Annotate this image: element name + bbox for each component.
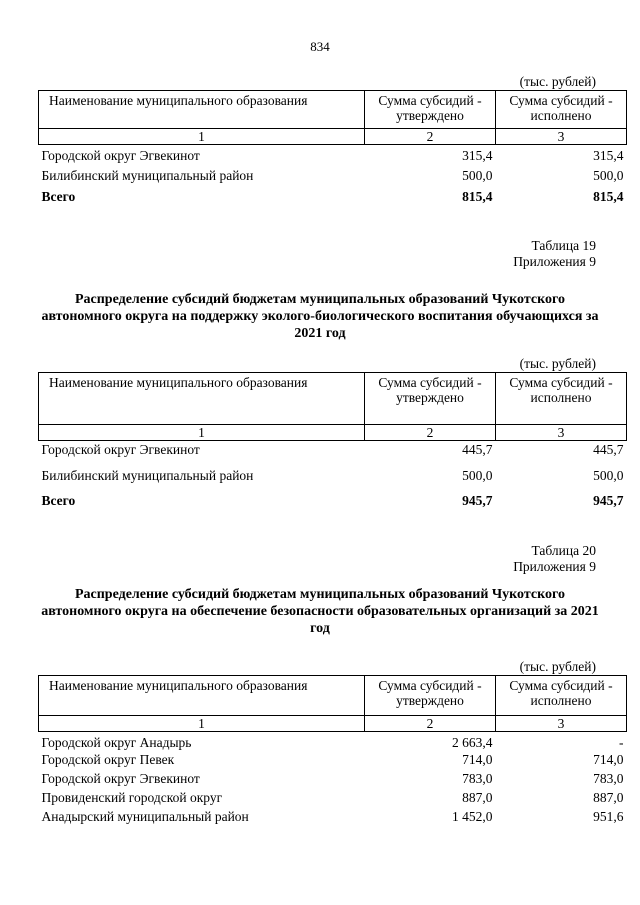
row-name: Провиденский городской округ (41, 789, 223, 805)
subsidy-table-a (38, 90, 627, 208)
total-approved: 945,7 (462, 492, 493, 508)
row-approved: 2 663,4 (452, 735, 493, 750)
row-executed: 887,0 (593, 789, 624, 805)
header-col-1: 1 (39, 716, 365, 732)
table-20-title: Распределение субсидий бюджетам муниципальных образований Чукотского автономного округа на обеспечение безопасности образовательных организаций за 2021 год (41, 587, 599, 636)
row-approved: 1 452,0 (452, 808, 493, 824)
table-total-row (39, 491, 627, 516)
row-name: Городской округ Эгвекинот (41, 148, 200, 163)
total-name: Всего (41, 188, 76, 204)
row-name: Городской округ Эгвекинот (41, 442, 200, 457)
table-row (39, 145, 627, 166)
row-approved: 887,0 (462, 789, 493, 805)
row-executed: - (619, 735, 624, 750)
unit-label: (тыс. рублей) (519, 356, 596, 371)
header-col-2: 2 (365, 716, 496, 732)
header-executed: Сумма субсидий - исполнено (496, 676, 627, 716)
row-executed: 783,0 (593, 770, 624, 786)
header-col-3: 3 (496, 425, 627, 441)
row-executed: 951,6 (593, 808, 624, 824)
table-row (39, 441, 627, 466)
table-number: Таблица 19 (531, 238, 596, 253)
table-row (39, 790, 627, 809)
header-col-2: 2 (365, 425, 496, 441)
header-approved: Сумма субсидий - утверждено (365, 91, 496, 129)
header-col-3: 3 (496, 129, 627, 145)
total-executed: 945,7 (593, 492, 624, 508)
table-row (39, 809, 627, 828)
row-approved: 500,0 (462, 467, 493, 483)
subsidy-table-19 (38, 372, 627, 516)
row-approved: 783,0 (462, 770, 493, 786)
table-row (39, 466, 627, 491)
table-row (39, 166, 627, 187)
header-name: Наименование муниципального образования (39, 373, 365, 425)
header-approved: Сумма субсидий - утверждено (365, 373, 496, 425)
header-name: Наименование муниципального образования (39, 676, 365, 716)
subsidy-table-20 (38, 675, 627, 828)
row-executed: 714,0 (593, 751, 624, 767)
header-col-2: 2 (365, 129, 496, 145)
appendix-label: Приложения 9 (513, 254, 596, 269)
row-name: Билибинский муниципальный район (41, 167, 254, 183)
row-executed: 315,4 (593, 148, 624, 163)
table-row (39, 752, 627, 771)
table-20-block (38, 659, 624, 828)
header-executed: Сумма субсидий - исполнено (496, 91, 627, 129)
total-approved: 815,4 (462, 188, 493, 204)
table-19-label (513, 238, 596, 270)
table-number: Таблица 20 (531, 543, 596, 558)
page-number: 834 (310, 39, 330, 54)
row-executed: 500,0 (593, 167, 624, 183)
table-20-label (513, 543, 596, 575)
row-executed: 500,0 (593, 467, 624, 483)
header-col-3: 3 (496, 716, 627, 732)
row-executed: 445,7 (593, 442, 624, 457)
row-name: Анадырский муниципальный район (41, 808, 249, 824)
row-name: Городской округ Эгвекинот (41, 770, 200, 786)
appendix-label: Приложения 9 (513, 559, 596, 574)
row-approved: 315,4 (462, 148, 493, 163)
header-col-1: 1 (39, 425, 365, 441)
unit-label: (тыс. рублей) (519, 74, 596, 89)
table-19-block (38, 356, 624, 516)
row-name: Билибинский муниципальный район (41, 467, 254, 483)
header-approved: Сумма субсидий - утверждено (365, 676, 496, 716)
header-col-1: 1 (39, 129, 365, 145)
row-approved: 445,7 (462, 442, 493, 457)
row-name: Городской округ Анадырь (41, 735, 192, 750)
header-executed: Сумма субсидий - исполнено (496, 373, 627, 425)
total-name: Всего (41, 492, 76, 508)
table-row (39, 732, 627, 752)
unit-label: (тыс. рублей) (519, 659, 596, 674)
header-name: Наименование муниципального образования (39, 91, 365, 129)
row-approved: 714,0 (462, 751, 493, 767)
table-19-title: Распределение субсидий бюджетам муниципальных образований Чукотского автономного округа на поддержку эколого-биологического воспитания обучающихся за 2021 год (41, 292, 599, 341)
row-name: Городской округ Певек (41, 751, 175, 767)
total-executed: 815,4 (593, 188, 624, 204)
row-approved: 500,0 (462, 167, 493, 183)
table-total-row (39, 187, 627, 208)
table-row (39, 771, 627, 790)
table-a-block (38, 74, 624, 208)
